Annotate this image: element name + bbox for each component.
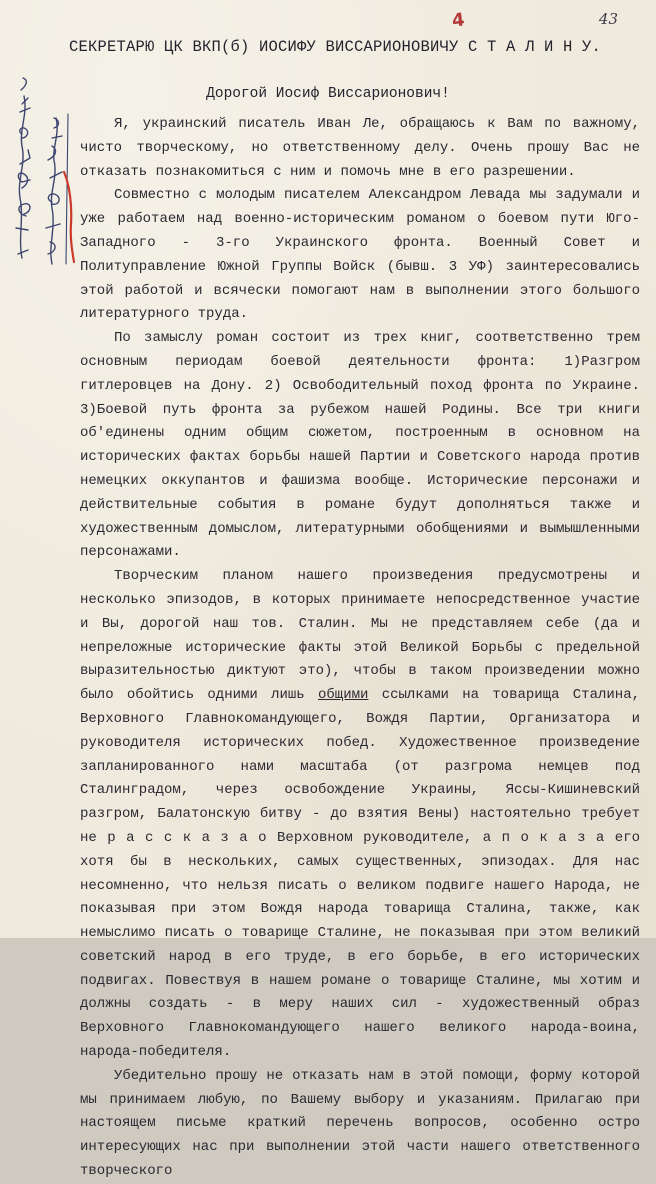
handwriting-stroke xyxy=(18,128,30,188)
paragraph-4-text-b: ссылками на товарища Сталина, Верховного Главнокомандующего, Вождя Партии, Организатора и руководителя исторических побед. Художественное произведение запланированного нами масштаба (от разгрома немцев под Сталинградом, через освобождение Украины, Яссы-Кишиневский разгром, Балатонскую битву - до взятия Вены) настоятельно требует не р а с с к а з а о Верховном руководителе, а п о к а з а его хотя бы в нескольких, самых существенных, эпизодах. Для нас несомненно, что нельзя писать о великом подвиге нашего Народа, не показывая при этом Вождя народа товарища Сталина, также, как немыслимо писать о товарище Сталине, не показывая при этом великий советский народ в его труде, в его борьбе, в его исторических подвигах. Повествуя в нашем романе о товарище Сталине, мы хотим и должны создать - в меру наших сил - художественный образ Верховного Главнокомандующего нашего великого народа-воина, народа-победителя. xyxy=(80,687,640,1061)
paragraph-4-text-a: Творческим планом нашего произведения предусмотрены и несколько эпизодов, в которых принимаете непосредственное участие и Вы, дорогой наш тов. Сталин. Мы не представляем себе (да и непреложные исторические факты этой Великой Борьбы с предельной выразительностью диктуют это), чтобы в таком произведении можно было обойтись одними лишь xyxy=(80,568,640,704)
letter-salutation: Дорогой Иосиф Виссарионович! xyxy=(206,86,450,102)
paragraph-4 xyxy=(80,565,640,1065)
handwriting-stroke xyxy=(66,114,68,264)
handwriting-stroke xyxy=(46,118,62,254)
paragraph-3: По замыслу роман состоит из трех книг, соответственно трем основным периодам боевой деятельности фронта: 1)Разгром гитлеровцев на Дону. 2) Освободительный поход фронта по Украине. 3)Боевой путь фронта за рубежом нашей Родины. Все три книги об'единены одним общим сюжетом, построенным в основном на исторических фактах борьбы нашей Партии и Советского народа против немецких оккупантов и фашизма вообще. Исторические персонажи и действительные события в романе будут дополняться также и художественным домыслом, литературными обобщениями и вымышленными персонажами. xyxy=(80,330,640,561)
red-pencil-stroke xyxy=(64,172,74,262)
red-pencil-mark xyxy=(60,166,82,266)
archive-mark: 4 xyxy=(450,9,466,32)
handwriting-stroke xyxy=(19,96,25,258)
letter-body xyxy=(80,113,640,1184)
paragraph-1: Я, украинский писатель Иван Ле, обращаюсь к Вам по важному, чисто творческому, но ответственному делу. Очень прошу Вас не отказать познакомиться с ним и помочь мне в его разрешении. xyxy=(80,116,640,180)
handwriting-stroke xyxy=(16,204,30,254)
page-number: 43 xyxy=(598,10,618,28)
paragraph-5: Убедительно прошу не отказать нам в этой помощи, форму которой мы принимаем любую, по Вашему выбору и указаниям. Прилагаю при настоящем письме краткий перечень вопросов, особенно остро интересующих нас при выполнении этой части нашего ответственного творческого xyxy=(80,1067,640,1180)
underlined-word: общими xyxy=(317,687,369,704)
handwriting-stroke xyxy=(51,118,57,264)
paragraph-2: Совместно с молодым писателем Александром Левада мы задумали и уже работаем над военно-историческим романом о боевом пути Юго-Западного - 3-го Украинского фронта. Военный Совет и Политуправление Южной Группы Войск (бывш. 3 УФ) заинтересовались этой работой и всячески помогают нам в выполнении этого большого литературного труда. xyxy=(80,187,640,323)
letter-title: СЕКРЕТАРЮ ЦК ВКП(б) ИОСИФУ ВИССАРИОНОВИЧУ С Т А Л И Н У. xyxy=(68,38,602,56)
